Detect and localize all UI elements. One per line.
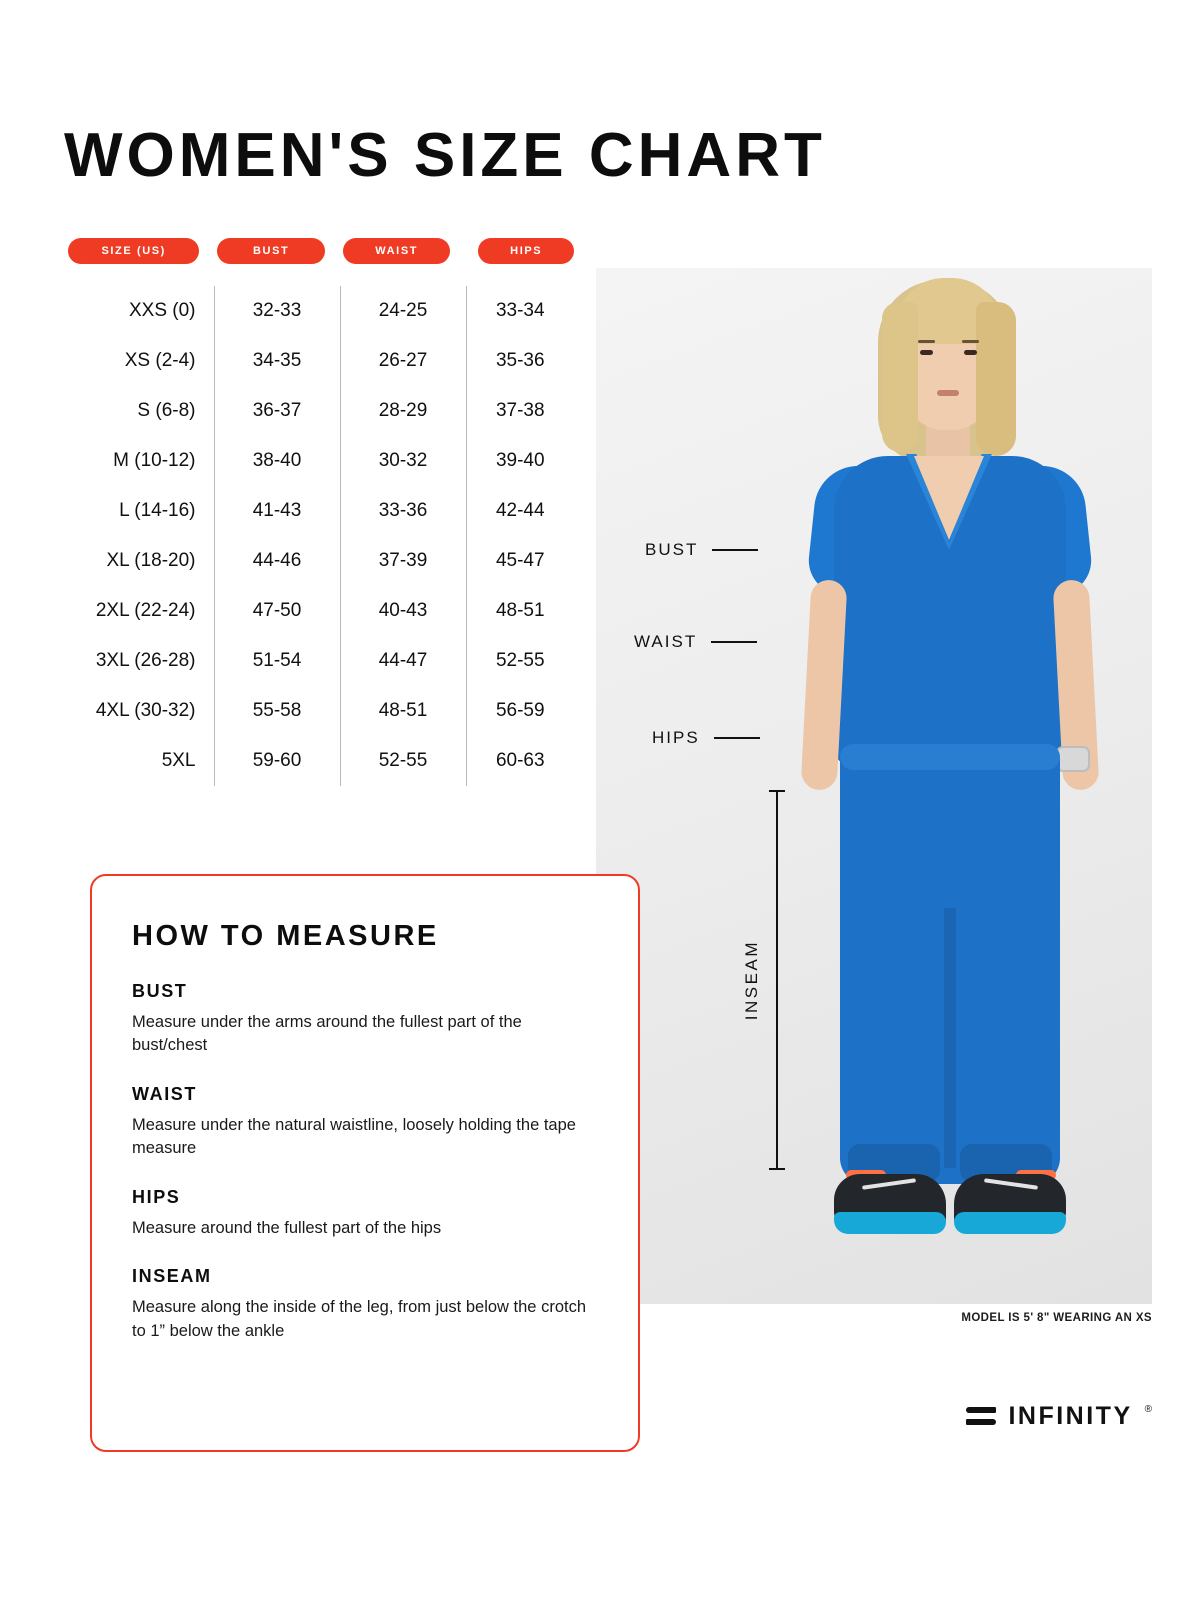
table-row (64, 286, 574, 336)
callout-bust (645, 540, 758, 560)
callout-bust-leader-line (712, 549, 758, 551)
cell-bust: 51-54 (214, 636, 340, 686)
measure-term-waist: WAIST (132, 1083, 197, 1104)
cell-hips: 37-38 (466, 386, 574, 436)
shoe-sole-right (954, 1212, 1066, 1234)
cell-size: XL (18-20) (106, 550, 196, 571)
cell-hips: 35-36 (466, 336, 574, 386)
cell-bust: 32-33 (214, 286, 340, 336)
measure-desc-hips: Measure around the fullest part of the hips (132, 1218, 442, 1237)
cell-bust: 47-50 (214, 586, 340, 636)
model-mouth (937, 390, 959, 396)
measure-item-bust (132, 981, 598, 1058)
brand-trademark: ® (1144, 1404, 1152, 1415)
cell-waist: 52-55 (340, 736, 466, 786)
cell-hips: 60-63 (466, 736, 574, 786)
brand-logo (966, 1402, 1152, 1431)
cell-bust: 41-43 (214, 486, 340, 536)
cell-size: XS (2-4) (124, 350, 196, 371)
size-table (64, 286, 574, 786)
measure-desc-waist: Measure under the natural waistline, loosely holding the tape measure (132, 1115, 576, 1158)
measure-term-bust: BUST (132, 981, 188, 1001)
measure-term-inseam: INSEAM (132, 1266, 212, 1287)
cell-waist: 24-25 (340, 286, 466, 336)
table-row (64, 586, 574, 636)
cell-hips: 56-59 (466, 686, 574, 736)
brand-name: INFINITY (1008, 1402, 1133, 1430)
callout-waist-leader-line (711, 641, 757, 643)
table-row (64, 686, 574, 736)
measure-item-hips (132, 1187, 598, 1240)
model-hair-right (976, 302, 1016, 456)
callout-inseam-label: INSEAM (742, 939, 761, 1021)
shoe-sole-left (834, 1212, 946, 1234)
model-photo (596, 268, 1152, 1304)
joggers-leg-gap (944, 908, 956, 1168)
cell-bust: 55-58 (214, 686, 340, 736)
measure-term-hips: HIPS (132, 1186, 181, 1207)
callout-hips (652, 728, 760, 748)
table-row (64, 486, 574, 536)
cell-size: 3XL (26-28) (95, 650, 196, 671)
cell-bust: 36-37 (214, 386, 340, 436)
measure-item-waist (132, 1084, 598, 1161)
cell-waist: 44-47 (340, 636, 466, 686)
cell-waist: 33-36 (340, 486, 466, 536)
table-row (64, 436, 574, 486)
column-header-waist: WAIST (343, 238, 451, 264)
cell-waist: 30-32 (340, 436, 466, 486)
measure-item-inseam (132, 1266, 598, 1343)
wristwatch (1056, 746, 1090, 772)
joggers-waistband (840, 744, 1060, 770)
page-title: WOMEN'S SIZE CHART (64, 120, 826, 190)
infinity-mark-icon (966, 1406, 996, 1428)
model-caption: MODEL IS 5' 8" WEARING AN XS (961, 1312, 1152, 1324)
model-brow-right (962, 340, 979, 343)
cell-size: L (14-16) (119, 500, 196, 521)
cell-waist: 37-39 (340, 536, 466, 586)
model-eye-left (920, 350, 933, 355)
callout-waist-label: WAIST (634, 632, 698, 651)
cell-hips: 42-44 (466, 486, 574, 536)
model-hair-left (882, 302, 918, 452)
cell-size: 2XL (22-24) (95, 600, 196, 621)
column-header-size: SIZE (US) (68, 238, 199, 264)
callout-bust-label: BUST (645, 540, 699, 559)
cell-waist: 40-43 (340, 586, 466, 636)
how-to-measure-title: HOW TO MEASURE (132, 920, 439, 952)
column-header-bust: BUST (217, 238, 325, 264)
cell-size: 5XL (161, 750, 196, 771)
callout-waist (634, 632, 757, 652)
cell-hips: 33-34 (466, 286, 574, 336)
measure-desc-inseam: Measure along the inside of the leg, from just below the crotch to 1” below the ankle (132, 1298, 586, 1340)
cell-waist: 28-29 (340, 386, 466, 436)
size-table-header-row (64, 238, 574, 264)
table-row (64, 536, 574, 586)
size-table-section (64, 238, 574, 786)
cell-size: 4XL (30-32) (95, 700, 196, 721)
cell-hips: 48-51 (466, 586, 574, 636)
model-brow-left (918, 340, 935, 343)
table-row (64, 336, 574, 386)
table-row (64, 386, 574, 436)
measure-desc-bust: Measure under the arms around the fullest part of the bust/chest (132, 1013, 522, 1055)
cell-hips: 52-55 (466, 636, 574, 686)
column-header-hips: HIPS (478, 238, 574, 264)
cell-bust: 34-35 (214, 336, 340, 386)
cell-waist: 26-27 (340, 336, 466, 386)
cell-bust: 38-40 (214, 436, 340, 486)
model-eye-right (964, 350, 977, 355)
how-to-measure-panel (90, 874, 640, 1452)
callout-hips-label: HIPS (652, 728, 700, 747)
cell-size: S (6-8) (137, 400, 196, 421)
callout-hips-leader-line (714, 737, 760, 739)
cell-bust: 44-46 (214, 536, 340, 586)
callout-inseam-measure-line (776, 790, 778, 1170)
cell-size: M (10-12) (113, 450, 196, 471)
cell-bust: 59-60 (214, 736, 340, 786)
table-row (64, 636, 574, 686)
cell-hips: 39-40 (466, 436, 574, 486)
cell-hips: 45-47 (466, 536, 574, 586)
cell-waist: 48-51 (340, 686, 466, 736)
model-illustration (596, 268, 1152, 1304)
callout-inseam (742, 790, 778, 1170)
table-row (64, 736, 574, 786)
cell-size: XXS (0) (128, 300, 196, 321)
